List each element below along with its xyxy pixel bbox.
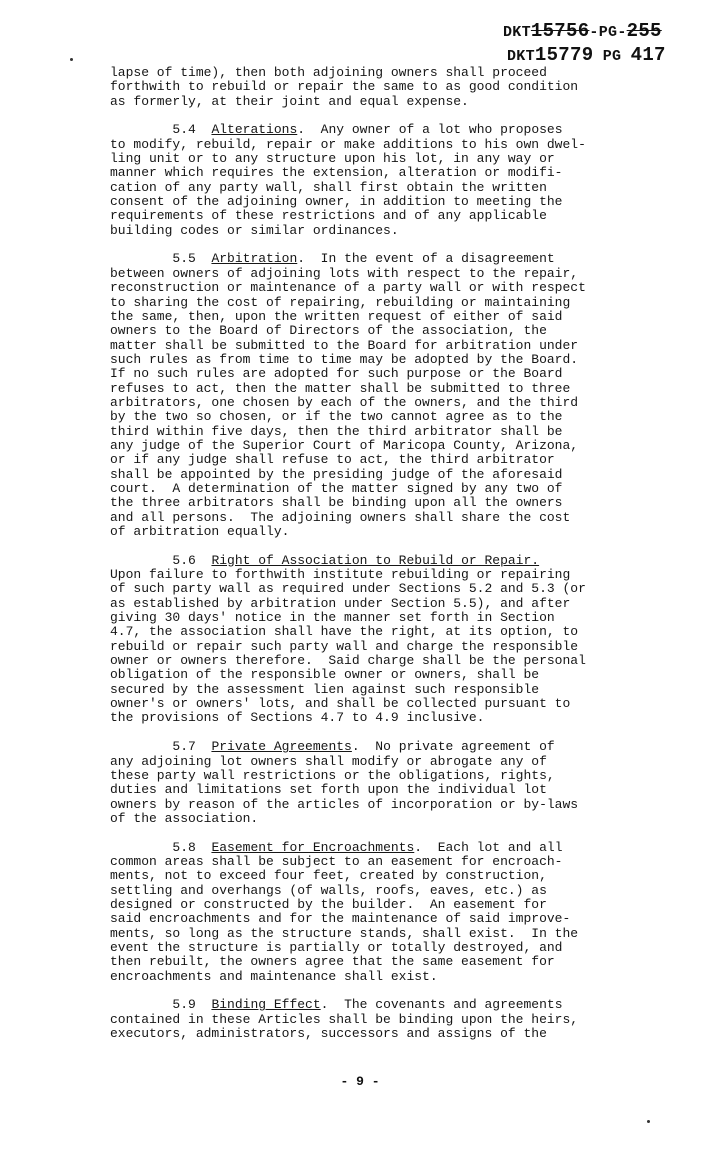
text-line: as established by arbitration under Section 5.5), and after — [110, 595, 571, 611]
text-line: court. A determination of the matter signed by any two of — [110, 480, 563, 496]
text-line: ments, so long as the structure stands, shall exist. In the — [110, 925, 579, 941]
scan-speck — [70, 58, 73, 61]
text-line: matter shall be submitted to the Board for arbitration under — [110, 337, 579, 353]
section-5-4: 5.4 Alterations. Any owner of a lot who proposes to modify, rebuild, repair or make additions to his own dwel- ling unit or to any structure upon his lot, in any way or manner which requires the extension, alteration or modifi- cation of any party wall, shall first obtain the written consent of the adjoining owner, in addition to meeting the requirements of these restrictions and of any applicable building codes or similar ordinances. — [110, 123, 630, 238]
text-line: common areas shall be subject to an easement for encroach- — [110, 853, 563, 869]
text-line: the three arbitrators shall be binding upon all the owners — [110, 495, 563, 511]
text-line: any adjoining lot owners shall modify or abrogate any of — [110, 753, 547, 769]
text-line: the same, then, upon the written request of either of said — [110, 308, 563, 324]
text-line: reconstruction or maintenance of a party wall or with respect — [110, 280, 586, 296]
section-number: 5.4 — [172, 122, 196, 138]
text-line: owner or owners therefore. Said charge shall be the personal — [110, 653, 586, 669]
text-line: forthwith to rebuild or repair the same to as good condition — [110, 79, 579, 95]
text-line: 4.7, the association shall have the right, at its option, to — [110, 624, 579, 640]
text-line: refuses to act, then the matter shall be submitted to three — [110, 380, 571, 396]
section-title: Alterations — [211, 122, 298, 138]
section-5-6 — [110, 554, 630, 726]
docket-pg-label: PG — [602, 48, 622, 65]
docket-number: 15756 — [530, 20, 590, 42]
section-number: 5.7 — [172, 739, 196, 755]
text-line: such rules as from time to time may be adopted by the Board. — [110, 351, 579, 367]
text-line: rebuild or repair such party wall and charge the responsible — [110, 638, 579, 654]
text-line: ments, not to exceed four feet, created by construction, — [110, 868, 547, 884]
text-line: or if any judge shall refuse to act, the third arbitrator — [110, 452, 555, 468]
text-line: to sharing the cost of repairing, rebuilding or maintaining — [110, 294, 571, 310]
text-line: consent of the adjoining owner, in addition to meeting the — [110, 194, 563, 210]
text-line: duties and limitations set forth upon the individual lot — [110, 782, 547, 798]
text-line: owners to the Board of Directors of the association, the — [110, 323, 547, 339]
text-line: giving 30 days' notice in the manner set forth in Section — [110, 610, 555, 626]
section-5-7: 5.7 Private Agreements. No private agreement of any adjoining lot owners shall modify or abrogate any of these party wall restrictions or the obligations, rights, duties and limitations set forth upon the individual lot owners by reason of the articles of incorporation or by-laws of the association. — [110, 740, 630, 826]
text-line: secured by the assessment lien against such responsible — [110, 681, 540, 697]
text-line: requirements of these restrictions and of any applicable — [110, 208, 547, 224]
docket-page: 255 — [626, 20, 662, 42]
text-line: contained in these Articles shall be binding upon the heirs, — [110, 1011, 579, 1027]
section-5-5: 5.5 Arbitration. In the event of a disagreement between owners of adjoining lots with respect to the repair, reconstruction or maintenance of a party wall or with respect to sharing the cost of repairing, rebuilding or maintaining the same, then, upon the written request of either of said owners to the Board of Directors of the association, the matter shall be submitted to the Board for arbitration under such rules as from time to time may be adopted by the Board. If no such rules are adopted for such purpose or the Board refuses to act, then the matter shall be submitted to three arbitrators, one chosen by each of the owners, and the third by the two so chosen, or if the two cannot agree as to the third within five days, then the third arbitrator shall be any judge of the Superior Court of Maricopa County, Arizona, or if any judge shall refuse to act, the third arbitrator shall be appointed by the presiding judge of the aforesaid court. A determination of the matter signed by any two of the three arbitrators shall be binding upon all the owners and all persons. The adjoining owners shall share the cost of arbitration equally. — [110, 252, 630, 539]
section-title: Right of Association to Rebuild or Repair. — [211, 552, 540, 568]
docket-prefix: DKT — [507, 48, 535, 65]
section-first-line-tail: In the event of a disagreement — [305, 251, 555, 267]
text-line: obligation of the responsible owner or owners, shall be — [110, 667, 540, 683]
section-first-line-tail: Each lot and all — [422, 839, 563, 855]
docket-stamp-2 — [507, 44, 666, 66]
text-line: between owners of adjoining lots with respect to the repair, — [110, 265, 579, 281]
text-line: event the structure is partially or totally destroyed, and — [110, 939, 563, 955]
scan-speck — [647, 1120, 650, 1123]
text-line: executors, administrators, successors and assigns of the — [110, 1026, 547, 1042]
body-text — [110, 66, 630, 1041]
text-line: owners by reason of the articles of incorporation or by-laws — [110, 796, 579, 812]
section-number: 5.5 — [172, 251, 196, 267]
docket-stamp-1: DKT15756-PG-255 — [503, 20, 662, 42]
text-line: manner which requires the extension, alteration or modifi- — [110, 165, 563, 181]
text-line: ling unit or to any structure upon his lot, in any way or — [110, 151, 555, 167]
docket-number: 15779 — [534, 44, 594, 66]
text-line: lapse of time), then both adjoining owners shall proceed — [110, 65, 547, 80]
text-line: building codes or similar ordinances. — [110, 222, 399, 238]
text-line: arbitrators, one chosen by each of the owners, and the third — [110, 394, 579, 410]
text-line: designed or constructed by the builder. An easement for — [110, 896, 547, 912]
text-line: then rebuilt, the owners agree that the same easement for — [110, 954, 555, 970]
text-line: encroachments and maintenance shall exist. — [110, 968, 438, 984]
text-line: settling and overhangs (of walls, roofs, eaves, etc.) as — [110, 882, 547, 898]
text-line: owner's or owners' lots, and shall be collected pursuant to — [110, 696, 571, 712]
docket-page: 417 — [630, 44, 666, 66]
docket-prefix: DKT — [503, 24, 531, 41]
text-line: and all persons. The adjoining owners shall share the cost — [110, 509, 571, 525]
intro-paragraph — [110, 66, 630, 109]
section-title: Private Agreements — [211, 739, 352, 755]
section-5-9: 5.9 Binding Effect. The covenants and agreements contained in these Articles shall be binding upon the heirs, executors, administrators, successors and assigns of the — [110, 998, 630, 1041]
text-line: the provisions of Sections 4.7 to 4.9 inclusive. — [110, 710, 485, 726]
section-number: 5.9 — [172, 997, 196, 1013]
section-first-line-tail: The covenants and agreements — [328, 997, 563, 1013]
section-first-line-tail: No private agreement of — [359, 739, 555, 755]
text-line: by the two so chosen, or if the two cannot agree as to the — [110, 409, 563, 425]
section-title: Binding Effect — [211, 997, 321, 1013]
section-title: Arbitration — [211, 251, 298, 267]
section-number: 5.6 — [172, 552, 196, 568]
text-line: If no such rules are adopted for such purpose or the Board — [110, 366, 563, 382]
docket-pg-label: PG — [598, 24, 618, 41]
text-line: of the association. — [110, 810, 259, 826]
text-line: of such party wall as required under Sections 5.2 and 5.3 (or — [110, 581, 586, 597]
text-line: to modify, rebuild, repair or make additions to his own dwel- — [110, 136, 586, 152]
text-line: third within five days, then the third arbitrator shall be — [110, 423, 563, 439]
section-number: 5.8 — [172, 839, 196, 855]
section-5-8: 5.8 Easement for Encroachments. Each lot and all common areas shall be subject to an easement for encroach- ments, not to exceed four feet, created by construction, settling and overhangs (of walls, roofs, eaves, etc.) as designed or constructed by the builder. An easement for said encroachments and for the maintenance of said improve- ments, so long as the structure stands, shall exist. In the event the structure is partially or totally destroyed, and then rebuilt, the owners agree that the same easement for encroachments and maintenance shall exist. — [110, 841, 630, 984]
text-line: shall be appointed by the presiding judge of the aforesaid — [110, 466, 563, 482]
section-title: Easement for Encroachments — [211, 839, 415, 855]
text-line: any judge of the Superior Court of Maricopa County, Arizona, — [110, 437, 579, 453]
section-first-line-tail: Any owner of a lot who proposes — [305, 122, 563, 138]
text-line: these party wall restrictions or the obligations, rights, — [110, 767, 555, 783]
text-line: as formerly, at their joint and equal expense. — [110, 93, 469, 109]
page-number: - 9 - — [340, 1074, 380, 1089]
text-line: said encroachments and for the maintenance of said improve- — [110, 911, 571, 927]
text-line: cation of any party wall, shall first obtain the written — [110, 179, 547, 195]
text-line: Upon failure to forthwith institute rebuilding or repairing — [110, 567, 571, 583]
text-line: of arbitration equally. — [110, 524, 290, 539]
